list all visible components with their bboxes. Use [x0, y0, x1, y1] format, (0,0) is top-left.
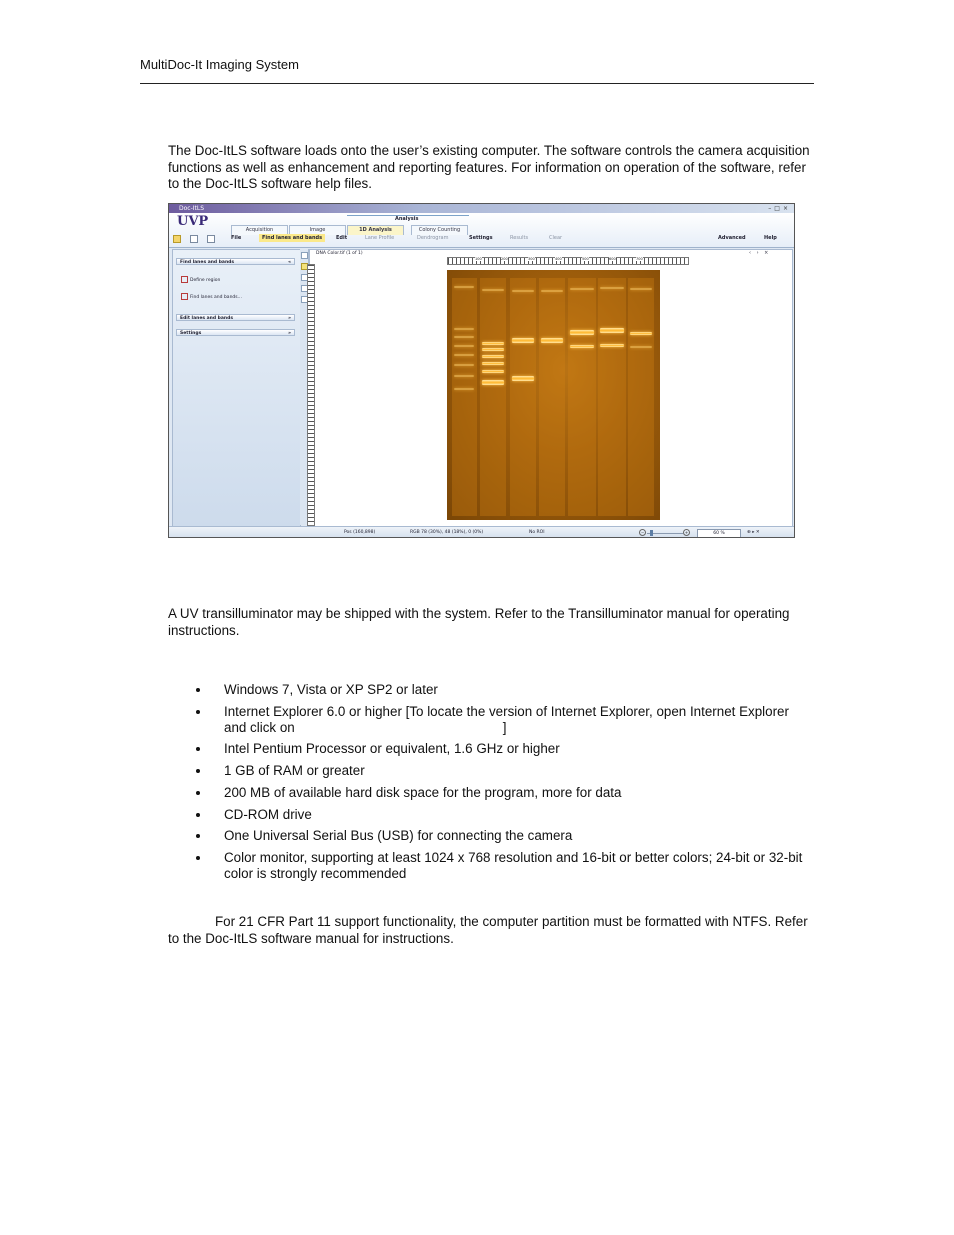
section-settings[interactable]: [176, 329, 295, 336]
open-folder-icon[interactable]: [173, 235, 181, 243]
gel-lane: [539, 278, 565, 516]
status-roi: No ROI: [529, 530, 545, 535]
gel-band: [454, 328, 474, 330]
collapse-icon: «: [288, 260, 291, 265]
gel-band: [482, 342, 504, 345]
ruler-tick: 600: [609, 257, 616, 261]
gel-band: [630, 346, 652, 348]
toolbar-edit[interactable]: Edit: [336, 235, 348, 241]
section-edit-lanes-label: Edit lanes and bands: [180, 316, 234, 321]
gel-lane: [568, 278, 596, 516]
tab-image[interactable]: Image: [289, 225, 346, 235]
gel-band: [600, 344, 624, 347]
print-icon[interactable]: [207, 235, 215, 243]
define-region-icon: [181, 276, 188, 283]
horizontal-ruler: [447, 257, 689, 265]
find-lanes-item[interactable]: [181, 293, 242, 301]
find-lanes-label: Find lanes and bands...: [190, 295, 242, 300]
define-region-item[interactable]: [181, 276, 220, 284]
window-controls[interactable]: –□×: [768, 205, 791, 212]
ruler-tick: 700: [636, 257, 643, 261]
gel-band: [600, 287, 624, 289]
toolbar-help[interactable]: Help: [764, 235, 777, 241]
gel-band: [541, 290, 563, 292]
ribbon: [169, 213, 794, 248]
gel-band: [482, 362, 504, 365]
ruler-tick: 200: [501, 257, 508, 261]
gel-band: [454, 375, 474, 377]
gel-band: [512, 376, 534, 381]
gel-lane: [480, 278, 506, 516]
ntfs-note-text: For 21 CFR Part 11 support functionality, the computer partition must be formatted with NTFS. Refer to the Doc-ItLS software manual for instructions.: [168, 914, 808, 946]
gel-image[interactable]: [447, 270, 660, 520]
toolbar-lane-profile[interactable]: Lane Profile: [365, 235, 395, 241]
gel-band: [570, 288, 594, 290]
gel-band: [541, 338, 563, 343]
gel-band: [512, 290, 534, 292]
status-position: Pos (160,898): [344, 530, 376, 535]
document-window-controls[interactable]: ‹ › ×: [749, 250, 771, 256]
header-divider: [140, 83, 814, 84]
toolbar-find-lanes[interactable]: Find lanes and bands: [259, 234, 325, 242]
find-lanes-icon: [181, 293, 188, 300]
expand-icon: »: [288, 316, 291, 321]
gel-band: [570, 330, 594, 335]
bullet: [196, 834, 200, 838]
bullet: [196, 856, 200, 860]
section-settings-label: Settings: [180, 331, 202, 336]
running-header: MultiDoc-It Imaging System: [140, 57, 299, 72]
ruler-tick: 300: [528, 257, 535, 261]
left-task-pane: [172, 249, 301, 527]
section-find-lanes[interactable]: [176, 258, 295, 265]
gel-band: [630, 288, 652, 290]
vertical-ruler: [307, 264, 315, 526]
document-tab[interactable]: DNA Color.tif (1 of 1): [316, 251, 363, 256]
gel-band: [482, 370, 504, 373]
bullet: [196, 710, 200, 714]
ruler-tick: 100: [475, 257, 482, 261]
zoom-level[interactable]: 60 %: [697, 529, 741, 538]
bullet: [196, 791, 200, 795]
arrow-tool-icon[interactable]: [301, 252, 308, 259]
gel-lane: [510, 278, 536, 516]
gel-band: [454, 388, 474, 390]
gel-band: [454, 286, 474, 288]
gel-band: [482, 289, 504, 291]
gel-band: [454, 345, 474, 347]
toolbar-clear[interactable]: Clear: [549, 235, 563, 241]
toolbar-advanced[interactable]: Advanced: [718, 235, 746, 241]
expand-icon: »: [288, 331, 291, 336]
gel-band: [454, 354, 474, 356]
window-titlebar: [169, 204, 794, 213]
define-region-label: Define region: [190, 278, 221, 283]
toolbar-dendrogram[interactable]: Dendrogram: [417, 235, 449, 241]
tab-acquisition[interactable]: Acquisition: [231, 225, 288, 235]
toolbar-file[interactable]: File: [231, 235, 242, 241]
tab-colony-counting[interactable]: Colony Counting: [411, 225, 468, 235]
zoom-in-icon[interactable]: +: [684, 530, 689, 535]
zoom-out-icon[interactable]: −: [640, 530, 645, 535]
section-edit-lanes[interactable]: [176, 314, 295, 321]
fit-icon[interactable]: ⊕ ▸ ✕: [747, 530, 760, 535]
uvp-logo: UVP: [177, 214, 209, 229]
ruler-tick: 400: [555, 257, 562, 261]
bullet: [196, 688, 200, 692]
bullet: [196, 769, 200, 773]
zoom-slider-handle[interactable]: [650, 530, 653, 536]
gel-band: [482, 380, 504, 385]
analysis-group-label: Analysis: [395, 216, 419, 222]
gel-band: [630, 332, 652, 335]
gel-band: [512, 338, 534, 343]
gel-band: [600, 328, 624, 333]
gel-band: [454, 364, 474, 366]
gel-lane: [452, 278, 477, 516]
intro-paragraph: The Doc-ItLS software loads onto the user’s existing computer. The software controls the camera acquisition functions as well as enhancement and reporting features. For information on operation of the software, refer to the Doc-ItLS software help files.: [168, 143, 810, 191]
toolbar-settings[interactable]: Settings: [469, 235, 493, 241]
ntfs-note: [168, 914, 808, 947]
gel-lane: [628, 278, 654, 516]
section-find-lanes-label: Find lanes and bands: [180, 260, 235, 265]
ruler-tick: 500: [582, 257, 589, 261]
toolbar-results[interactable]: Results: [510, 235, 529, 241]
save-icon[interactable]: [190, 235, 198, 243]
bullet: [196, 813, 200, 817]
gel-band: [454, 336, 474, 338]
gel-band: [482, 355, 504, 358]
status-bar: [169, 526, 794, 538]
software-screenshot: [168, 203, 795, 538]
transilluminator-paragraph: A UV transilluminator may be shipped with the system. Refer to the Transilluminator manual for operating instructions.: [168, 606, 790, 638]
gel-band: [570, 345, 594, 348]
window-title: Doc-ItLS: [179, 205, 205, 212]
tab-1d-analysis[interactable]: 1D Analysis: [347, 225, 404, 235]
bullet: [196, 747, 200, 751]
gel-band: [482, 348, 504, 351]
status-rgb: RGB 78 (30%), 48 (18%), 0 (0%): [410, 530, 484, 535]
gel-lane: [598, 278, 626, 516]
